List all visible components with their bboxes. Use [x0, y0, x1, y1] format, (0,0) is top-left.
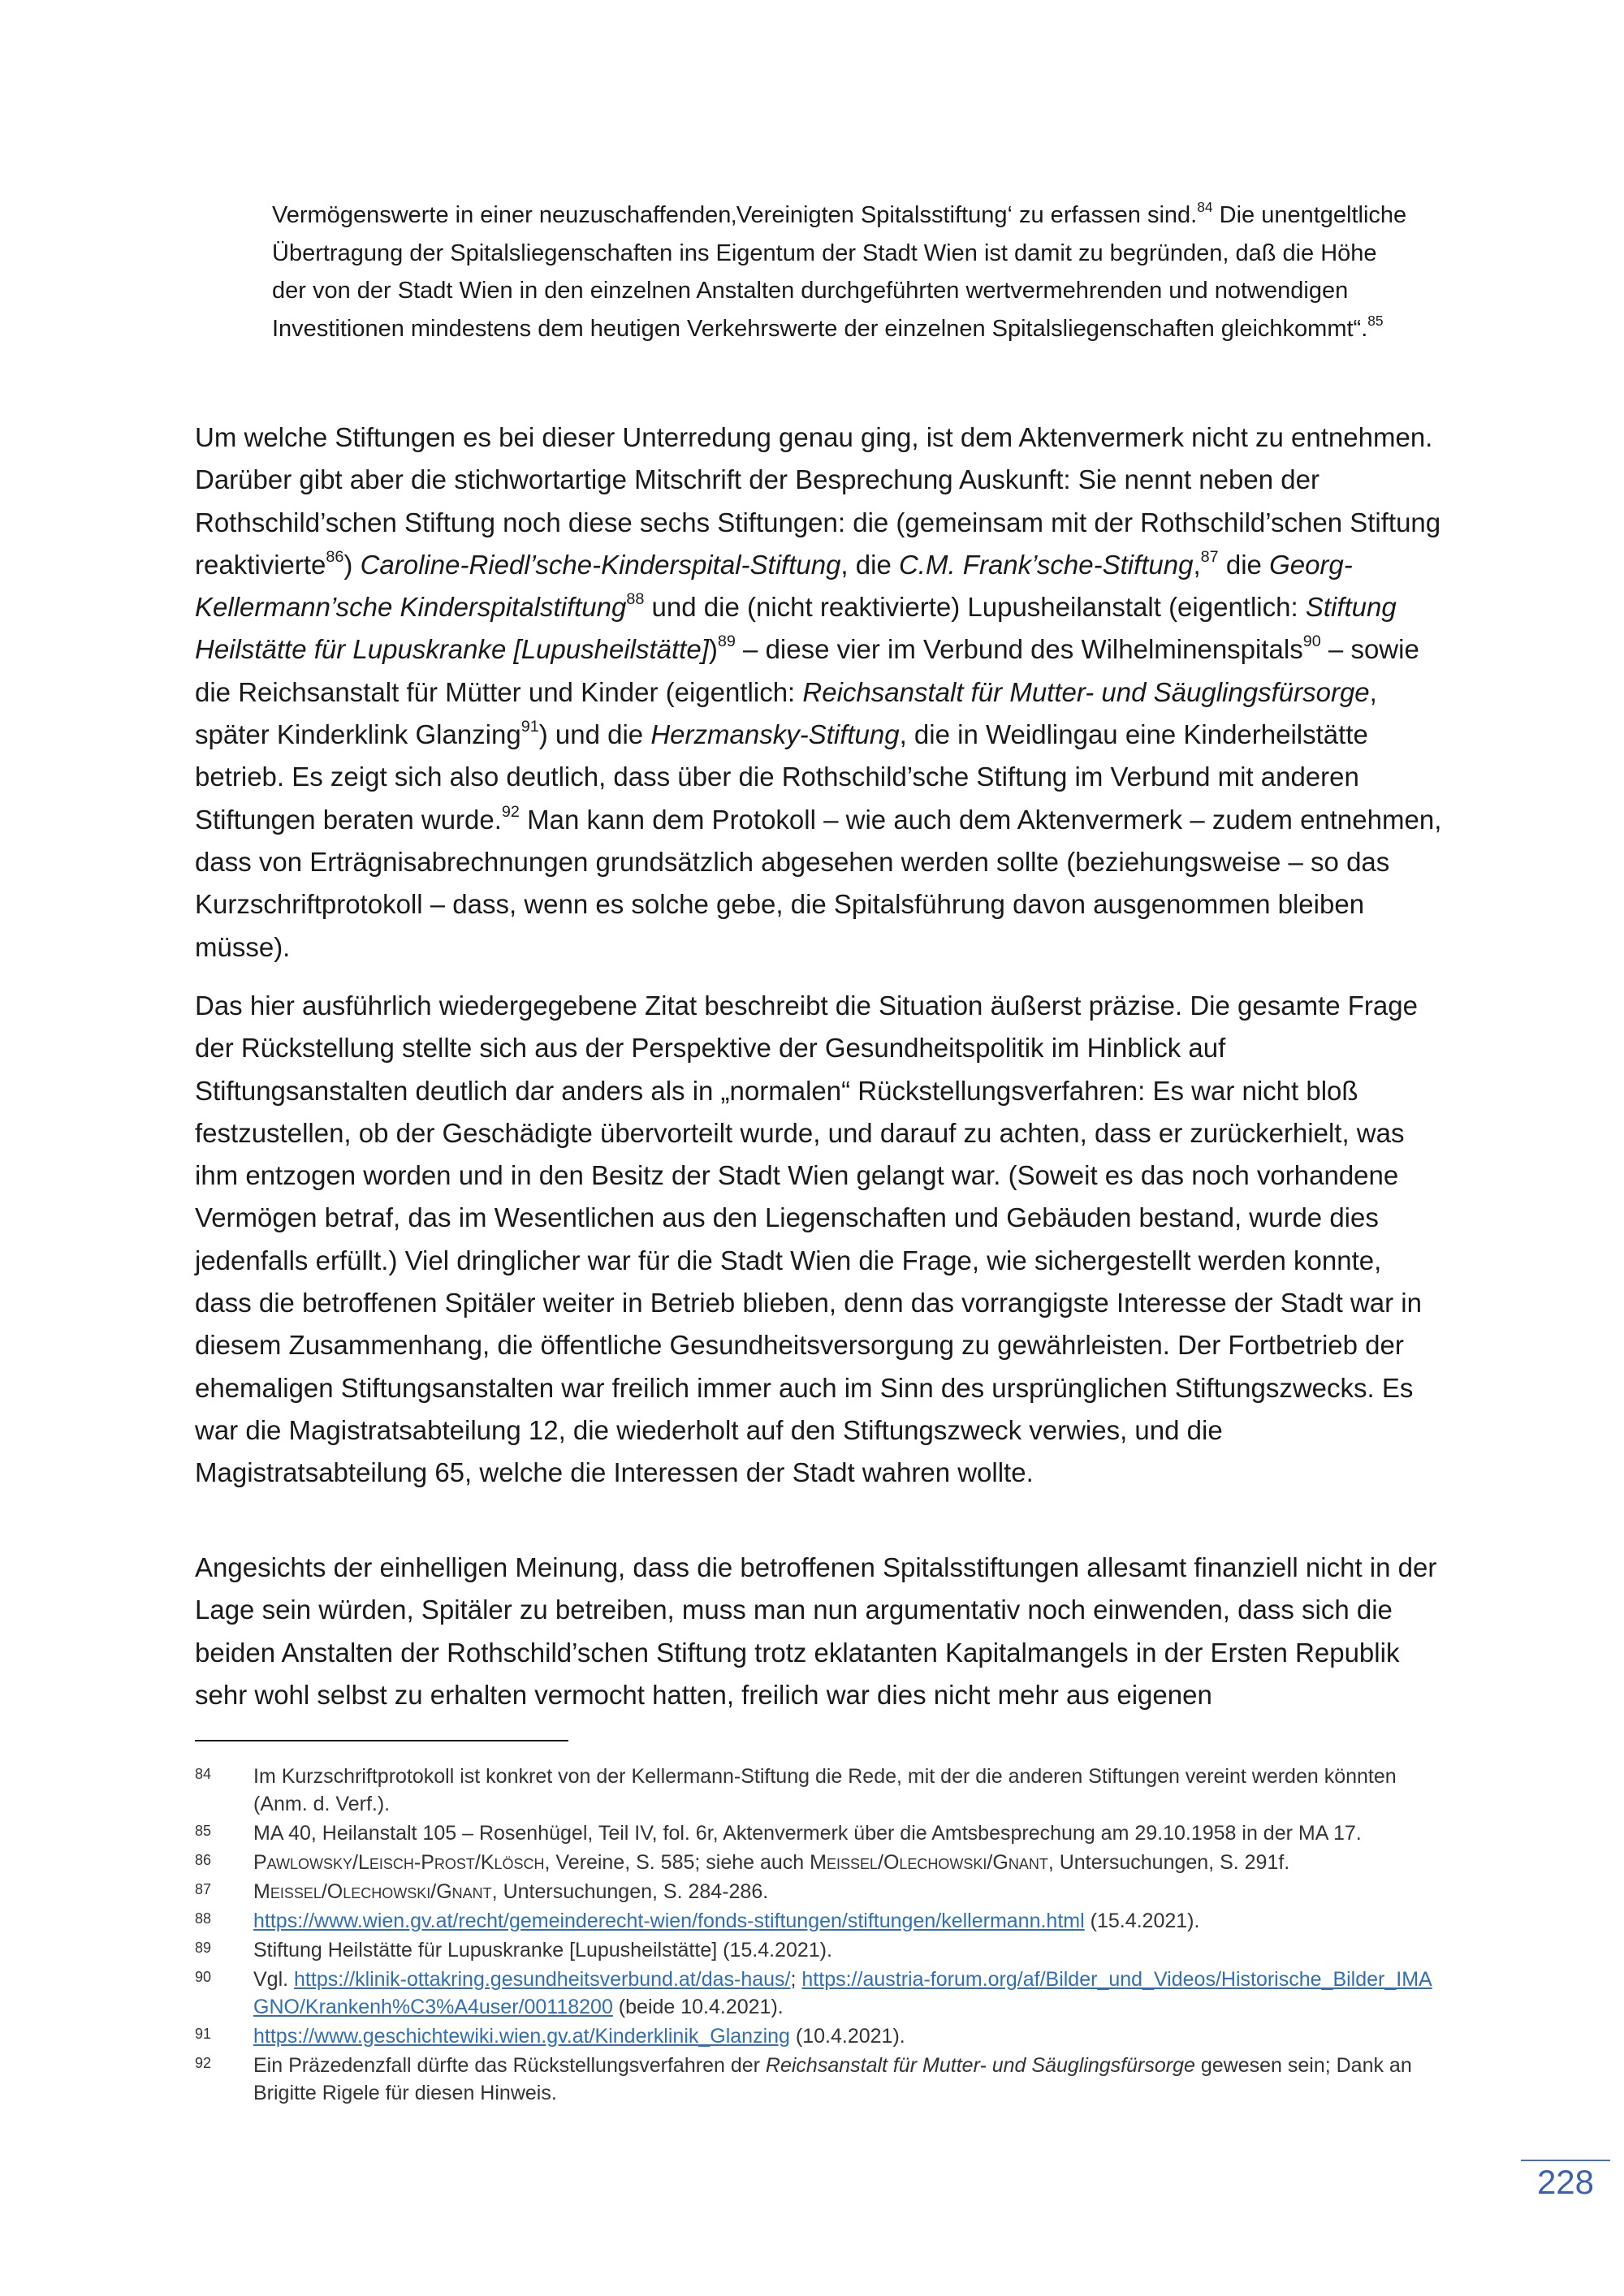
text: gewesen sein; Dank an Brigitte Rigele für diesen Hinweis. — [253, 2054, 1412, 2104]
link-geschichtewiki[interactable]: https://www.geschichtewiki.wien.gv.at/Kinderklinik_Glanzing — [253, 2025, 790, 2048]
footnote-number: 86 — [195, 1852, 212, 1868]
footnote-ref-88[interactable]: 88 — [626, 590, 645, 609]
text: ) und die — [538, 719, 651, 750]
text: , Vereine, S. 585; siehe auch — [544, 1851, 810, 1874]
footnote-text — [253, 1878, 1445, 1905]
text: , Untersuchungen, S. 284-286. — [491, 1880, 769, 1903]
footnote-number: 87 — [195, 1881, 212, 1897]
page-number-rule — [1521, 2160, 1610, 2161]
footnote-86 — [195, 1849, 1445, 1876]
footnote-ref-87[interactable]: 87 — [1200, 548, 1219, 567]
footnote-ref-86[interactable]: 86 — [326, 548, 344, 567]
author-names: Meissel/Olechowski/Gnant — [253, 1880, 492, 1903]
text: die — [1218, 549, 1270, 580]
footnote-ref-90[interactable]: 90 — [1302, 632, 1321, 651]
text: , — [1193, 549, 1201, 580]
foundation-name: Caroline-Riedl’sche-Kinderspital-Stiftung — [360, 549, 841, 580]
quote-text: Die unentgeltliche Übertragung der Spitalsliegenschaften ins Eigentum der Stadt Wien ist damit zu begründen, daß die Höhe der von der Stadt Wien in den einzelnen Anstalten durchgeführten wertvermehrenden und notwendigen Investitionen mindestens dem heutigen Verkehrswerte der einzelnen Spitalsliegenschaften gleichkommt“. — [272, 202, 1407, 342]
footnotes — [195, 1763, 1445, 2108]
footnote-84 — [195, 1763, 1445, 1818]
footnote-separator — [195, 1740, 568, 1741]
footnote-number: 91 — [195, 2026, 212, 2042]
footnote-number: 90 — [195, 1969, 212, 1985]
footnote-text — [253, 2022, 1445, 2050]
link-klinik-ottakring[interactable]: https://klinik-ottakring.gesundheitsverbund.at/das-haus/ — [294, 1968, 791, 1991]
footnote-number: 84 — [195, 1766, 212, 1782]
text: – sowie die Reichsanstalt für Mütter und Kinder (eigentlich: — [195, 634, 1419, 707]
footnote-text — [253, 2052, 1445, 2107]
footnote-number: 92 — [195, 2055, 212, 2071]
footnote-88 — [195, 1907, 1445, 1935]
text: Ein Präzedenzfall dürfte das Rückstellungsverfahren der — [253, 2054, 766, 2077]
block-quote — [272, 196, 1409, 347]
text: Um welche Stiftungen es bei dieser Unterredung genau ging, ist dem Aktenvermerk nicht zu entnehmen. Darüber gibt aber die stichwortartige Mitschrift der Besprechung Auskunft: Sie nennt neben der Rothschild’schen Stiftung noch diese sechs Stiftungen: die (gemeinsam mit der Rothschild’schen Stiftung reaktivierte — [195, 422, 1441, 580]
text: , die — [840, 549, 899, 580]
footnote-89 — [195, 1936, 1445, 1964]
text: (10.4.2021). — [789, 2025, 905, 2048]
text: ; — [790, 1968, 802, 1991]
footnote-92 — [195, 2052, 1445, 2107]
author-names: Pawlowsky/Leisch-Prost/Klösch — [253, 1851, 545, 1874]
footnote-ref-84[interactable]: 84 — [1197, 198, 1213, 215]
footnote-text — [253, 1907, 1445, 1935]
footnote-ref-89[interactable]: 89 — [717, 632, 736, 651]
paragraph-2: Das hier ausführlich wiedergegebene Zitat beschreibt die Situation äußerst präzise. Die gesamte Frage der Rückstellung stellte sich aus der Perspektive der Gesundheitspolitik im Hinblick auf Stiftungsanstalten deutlich dar anders als in „normalen“ Rückstellungsverfahren: Es war nicht bloß festzustellen, ob der Geschädigte übervorteilt wurde, und darauf zu achten, dass er zurückerhielt, was ihm entzogen worden und in den Besitz der Stadt Wien gelangt war. (Soweit es das noch vorhandene Vermögen betraf, das im Wesentlichen aus den Liegenschaften und Gebäuden bestand, wurde dies jedenfalls erfüllt.) Viel dringlicher war für die Stadt Wien die Frage, wie sichergestellt werden konnte, dass die betroffenen Spitäler weiter in Betrieb blieben, denn das vorrangigste Interesse der Stadt war in diesem Zusammenhang, die öffentliche Gesundheitsversorgung zu gewährleisten. Der Fortbetrieb der ehemaligen Stiftungsanstalten war freilich immer auch im Sinn des ursprünglichen Stiftungszwecks. Es war die Magistratsabteilung 12, die wiederholt auf den Stiftungszweck verwies, und die Magistratsabteilung 65, welche die Interessen der Stadt wahren wollte. — [195, 990, 1422, 1488]
text: – diese vier im Verbund des Wilhelminenspitals — [735, 634, 1303, 665]
footnote-91 — [195, 2022, 1445, 2050]
footnote-ref-91[interactable]: 91 — [520, 718, 539, 736]
quote-text: Vermögenswerte in einer neuzuschaffenden‚Vereinigten Spitalsstiftung‘ zu erfassen sind. — [272, 202, 1198, 228]
text: , Untersuchungen, S. 291f. — [1047, 1851, 1290, 1874]
text: (beide 10.4.2021). — [612, 1996, 784, 2018]
footnote-85 — [195, 1819, 1445, 1847]
link-kellermann[interactable]: https://www.wien.gv.at/recht/gemeinderecht-wien/fonds-stiftungen/stiftungen/kellermann.html — [253, 1910, 1085, 1932]
text: (15.4.2021). — [1084, 1910, 1200, 1932]
foundation-name: Georg-Kellermann’sche Kinderspitalstiftung — [195, 549, 1353, 623]
footnote-number: 89 — [195, 1940, 212, 1956]
text: Vgl. — [253, 1968, 295, 1991]
text: ) — [708, 634, 718, 665]
text: , später Kinderklink Glanzing — [195, 676, 1377, 750]
footnote-text — [253, 1966, 1445, 2021]
text: und die (nicht reaktivierte) Lupusheilanstalt (eigentlich: — [644, 592, 1306, 623]
footnote-number: 85 — [195, 1823, 212, 1839]
foundation-name: Reichsanstalt für Mutter- und Säuglingsfürsorge — [765, 2054, 1195, 2077]
footnote-text — [253, 1849, 1445, 1876]
text: , die in Weidlingau eine Kinderheilstätte betrieb. Es zeigt sich also deutlich, dass über die Rothschild’sche Stiftung im Verbund mit anderen Stiftungen beraten wurde. — [195, 719, 1368, 835]
foundation-name: Herzmansky-Stiftung — [650, 719, 900, 750]
link-austria-forum[interactable]: https://austria-forum.org/af/Bilder_und_Videos/Historische_Bilder_IMAGNO/Krankenh%C3%A4user/00118200 — [253, 1968, 1432, 2018]
footnote-ref-85[interactable]: 85 — [1367, 312, 1384, 329]
footnote-90 — [195, 1966, 1445, 2021]
footnote-text: MA 40, Heilanstalt 105 – Rosenhügel, Teil IV, fol. 6r, Aktenvermerk über die Amtsbesprechung am 29.10.1958 in der MA 17. — [253, 1822, 1362, 1845]
footnote-text: Im Kurzschriftprotokoll ist konkret von der Kellermann-Stiftung die Rede, mit der die anderen Stiftungen vereint werden könnten (Anm. d. Verf.). — [253, 1765, 1397, 1815]
foundation-name: Reichsanstalt für Mutter- und Säuglingsfürsorge — [802, 676, 1370, 707]
text: ) — [343, 549, 361, 580]
author-names: Meissel/Olechowski/Gnant — [810, 1851, 1048, 1874]
footnote-ref-92[interactable]: 92 — [501, 802, 520, 821]
foundation-name: Stiftung Heilstätte für Lupuskranke [Lupusheilstätte] — [195, 592, 1397, 665]
footnote-text: Stiftung Heilstätte für Lupuskranke [Lupusheilstätte] (15.4.2021). — [253, 1939, 832, 1962]
paragraph-1 — [195, 416, 1445, 969]
footnote-number: 88 — [195, 1910, 212, 1927]
footnote-87 — [195, 1878, 1445, 1905]
foundation-name: C.M. Frank’sche-Stiftung — [898, 549, 1194, 580]
page-number: 228 — [1536, 2163, 1595, 2201]
paragraph-3: Angesichts der einhelligen Meinung, dass die betroffenen Spitalsstiftungen allesamt finanziell nicht in der Lage sein würden, Spitäler zu betreiben, muss man nun argumentativ noch einwenden, dass sich die beiden Anstalten der Rothschild’schen Stiftung trotz eklatanten Kapitalmangels in der Ersten Republik sehr wohl selbst zu erhalten vermocht hatten, freilich war dies nicht mehr aus eigenen — [195, 1552, 1437, 1710]
text: Man kann dem Protokoll – wie auch dem Aktenvermerk – zudem entnehmen, dass von Erträgnisabrechnungen grundsätzlich abgesehen werden sollte (beziehungsweise – so das Kurzschriftprotokoll – dass, wenn es solche gebe, die Spitalsführung davon ausgenommen bleiben müsse). — [195, 804, 1442, 962]
